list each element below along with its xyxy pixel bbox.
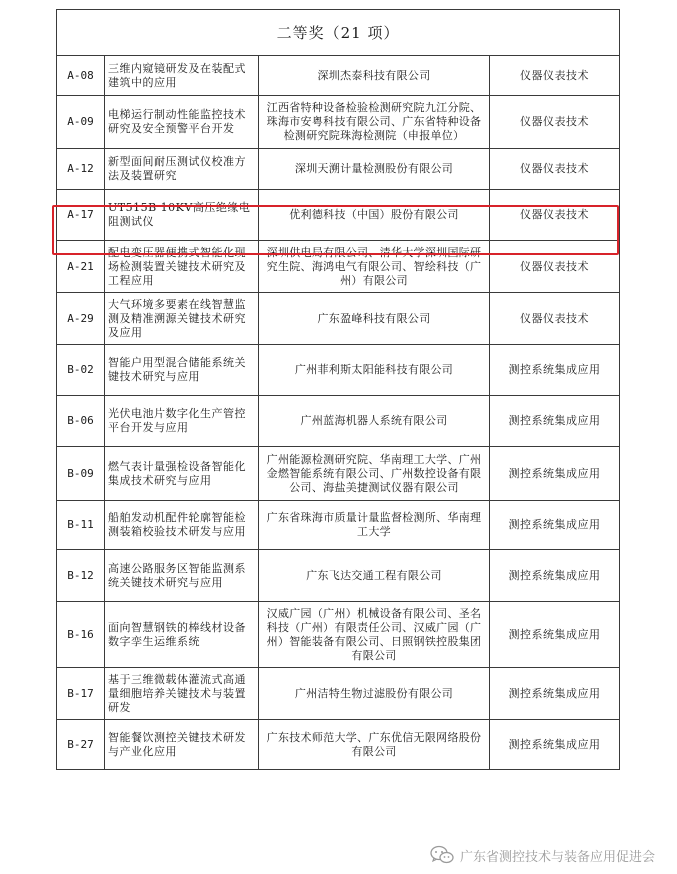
cell-unit: 广州洁特生物过滤股份有限公司 — [259, 668, 490, 720]
cell-project: 三维内窥镜研发及在装配式建筑中的应用 — [105, 56, 259, 96]
cell-code: A-08 — [57, 56, 105, 96]
cell-unit: 汉威广园（广州）机械设备有限公司、圣名科技（广州）有限责任公司、汉威广园（广州）智能装备有限公司、日照钢铁控股集团有限公司 — [259, 602, 490, 668]
cell-project: 新型面间耐压测试仪校准方法及装置研究 — [105, 149, 259, 190]
watermark — [430, 845, 655, 865]
cell-project: 面向智慧钢铁的棒线材设备数字孪生运维系统 — [105, 602, 259, 668]
cell-category: 测控系统集成应用 — [490, 550, 620, 602]
cell-code: A-29 — [57, 293, 105, 345]
cell-code: B-27 — [57, 720, 105, 770]
cell-project: 大气环境多要素在线智慧监测及精准溯源关键技术研究及应用 — [105, 293, 259, 345]
cell-code: A-09 — [57, 96, 105, 149]
cell-unit: 优利德科技（中国）股份有限公司 — [259, 190, 490, 241]
table-row — [57, 56, 620, 96]
table-row — [57, 241, 620, 293]
cell-code: B-02 — [57, 345, 105, 396]
cell-project: 燃气表计量强检设备智能化集成技术研究与应用 — [105, 447, 259, 501]
table-row — [57, 602, 620, 668]
cell-code: A-17 — [57, 190, 105, 241]
table-row — [57, 720, 620, 770]
watermark-text: 广东省测控技术与装备应用促进会 — [459, 849, 655, 865]
cell-category: 测控系统集成应用 — [490, 447, 620, 501]
table-row — [57, 345, 620, 396]
cell-unit: 广东省珠海市质量计量监督检测所、华南理工大学 — [259, 501, 490, 550]
cell-category: 测控系统集成应用 — [490, 720, 620, 770]
cell-code: B-16 — [57, 602, 105, 668]
cell-code: B-17 — [57, 668, 105, 720]
table-row — [57, 149, 620, 190]
cell-code: A-12 — [57, 149, 105, 190]
cell-category: 测控系统集成应用 — [490, 602, 620, 668]
cell-category: 仪器仪表技术 — [490, 190, 620, 241]
table-row — [57, 447, 620, 501]
cell-project: 智能户用型混合储能系统关键技术研究与应用 — [105, 345, 259, 396]
award-table-body — [57, 10, 620, 770]
wechat-icon — [430, 845, 454, 865]
cell-project: UT515B 10KV高压绝缘电阻测试仪 — [105, 190, 259, 241]
table-row — [57, 190, 620, 241]
cell-category: 测控系统集成应用 — [490, 345, 620, 396]
cell-category: 仪器仪表技术 — [490, 149, 620, 190]
cell-unit: 广东盈峰科技有限公司 — [259, 293, 490, 345]
cell-category: 仪器仪表技术 — [490, 293, 620, 345]
table-title: 二等奖（21 项） — [57, 10, 620, 56]
table-row — [57, 396, 620, 447]
cell-code: B-12 — [57, 550, 105, 602]
cell-project: 基于三维微载体灌流式高通量细胞培养关键技术与装置研发 — [105, 668, 259, 720]
cell-project: 光伏电池片数字化生产管控平台开发与应用 — [105, 396, 259, 447]
cell-project: 电梯运行制动性能监控技术研究及安全预警平台开发 — [105, 96, 259, 149]
cell-unit: 深圳天溯计量检测股份有限公司 — [259, 149, 490, 190]
cell-category: 测控系统集成应用 — [490, 501, 620, 550]
cell-unit: 深圳杰泰科技有限公司 — [259, 56, 490, 96]
cell-code: A-21 — [57, 241, 105, 293]
table-row — [57, 96, 620, 149]
cell-unit: 广东飞达交通工程有限公司 — [259, 550, 490, 602]
cell-category: 仪器仪表技术 — [490, 96, 620, 149]
cell-unit: 广东技术师范大学、广东优信无限网络股份有限公司 — [259, 720, 490, 770]
cell-unit: 广州能源检测研究院、华南理工大学、广州金燃智能系统有限公司、广州数控设备有限公司、海盐美捷测试仪器有限公司 — [259, 447, 490, 501]
cell-code: B-11 — [57, 501, 105, 550]
table-title-row — [57, 10, 620, 56]
cell-category: 仪器仪表技术 — [490, 56, 620, 96]
table-row — [57, 293, 620, 345]
table-row — [57, 668, 620, 720]
cell-project: 高速公路服务区智能监测系统关键技术研究与应用 — [105, 550, 259, 602]
cell-unit: 广州菲利斯太阳能科技有限公司 — [259, 345, 490, 396]
table-row — [57, 550, 620, 602]
cell-code: B-06 — [57, 396, 105, 447]
cell-code: B-09 — [57, 447, 105, 501]
table-row — [57, 501, 620, 550]
cell-project: 配电变压器便携式智能化现场检测装置关键技术研究及工程应用 — [105, 241, 259, 293]
cell-project: 船舶发动机配件轮廓智能检测装箱校验技术研发与应用 — [105, 501, 259, 550]
cell-project: 智能餐饮测控关键技术研发与产业化应用 — [105, 720, 259, 770]
award-table — [56, 9, 620, 770]
cell-unit: 深圳供电局有限公司、清华大学深圳国际研究生院、海鸿电气有限公司、智绘科技（广州）有限公司 — [259, 241, 490, 293]
cell-category: 测控系统集成应用 — [490, 396, 620, 447]
cell-unit: 江西省特种设备检验检测研究院九江分院、珠海市安粤科技有限公司、广东省特种设备检测研究院珠海检测院（申报单位） — [259, 96, 490, 149]
cell-category: 测控系统集成应用 — [490, 668, 620, 720]
cell-category: 仪器仪表技术 — [490, 241, 620, 293]
cell-unit: 广州蓝海机器人系统有限公司 — [259, 396, 490, 447]
